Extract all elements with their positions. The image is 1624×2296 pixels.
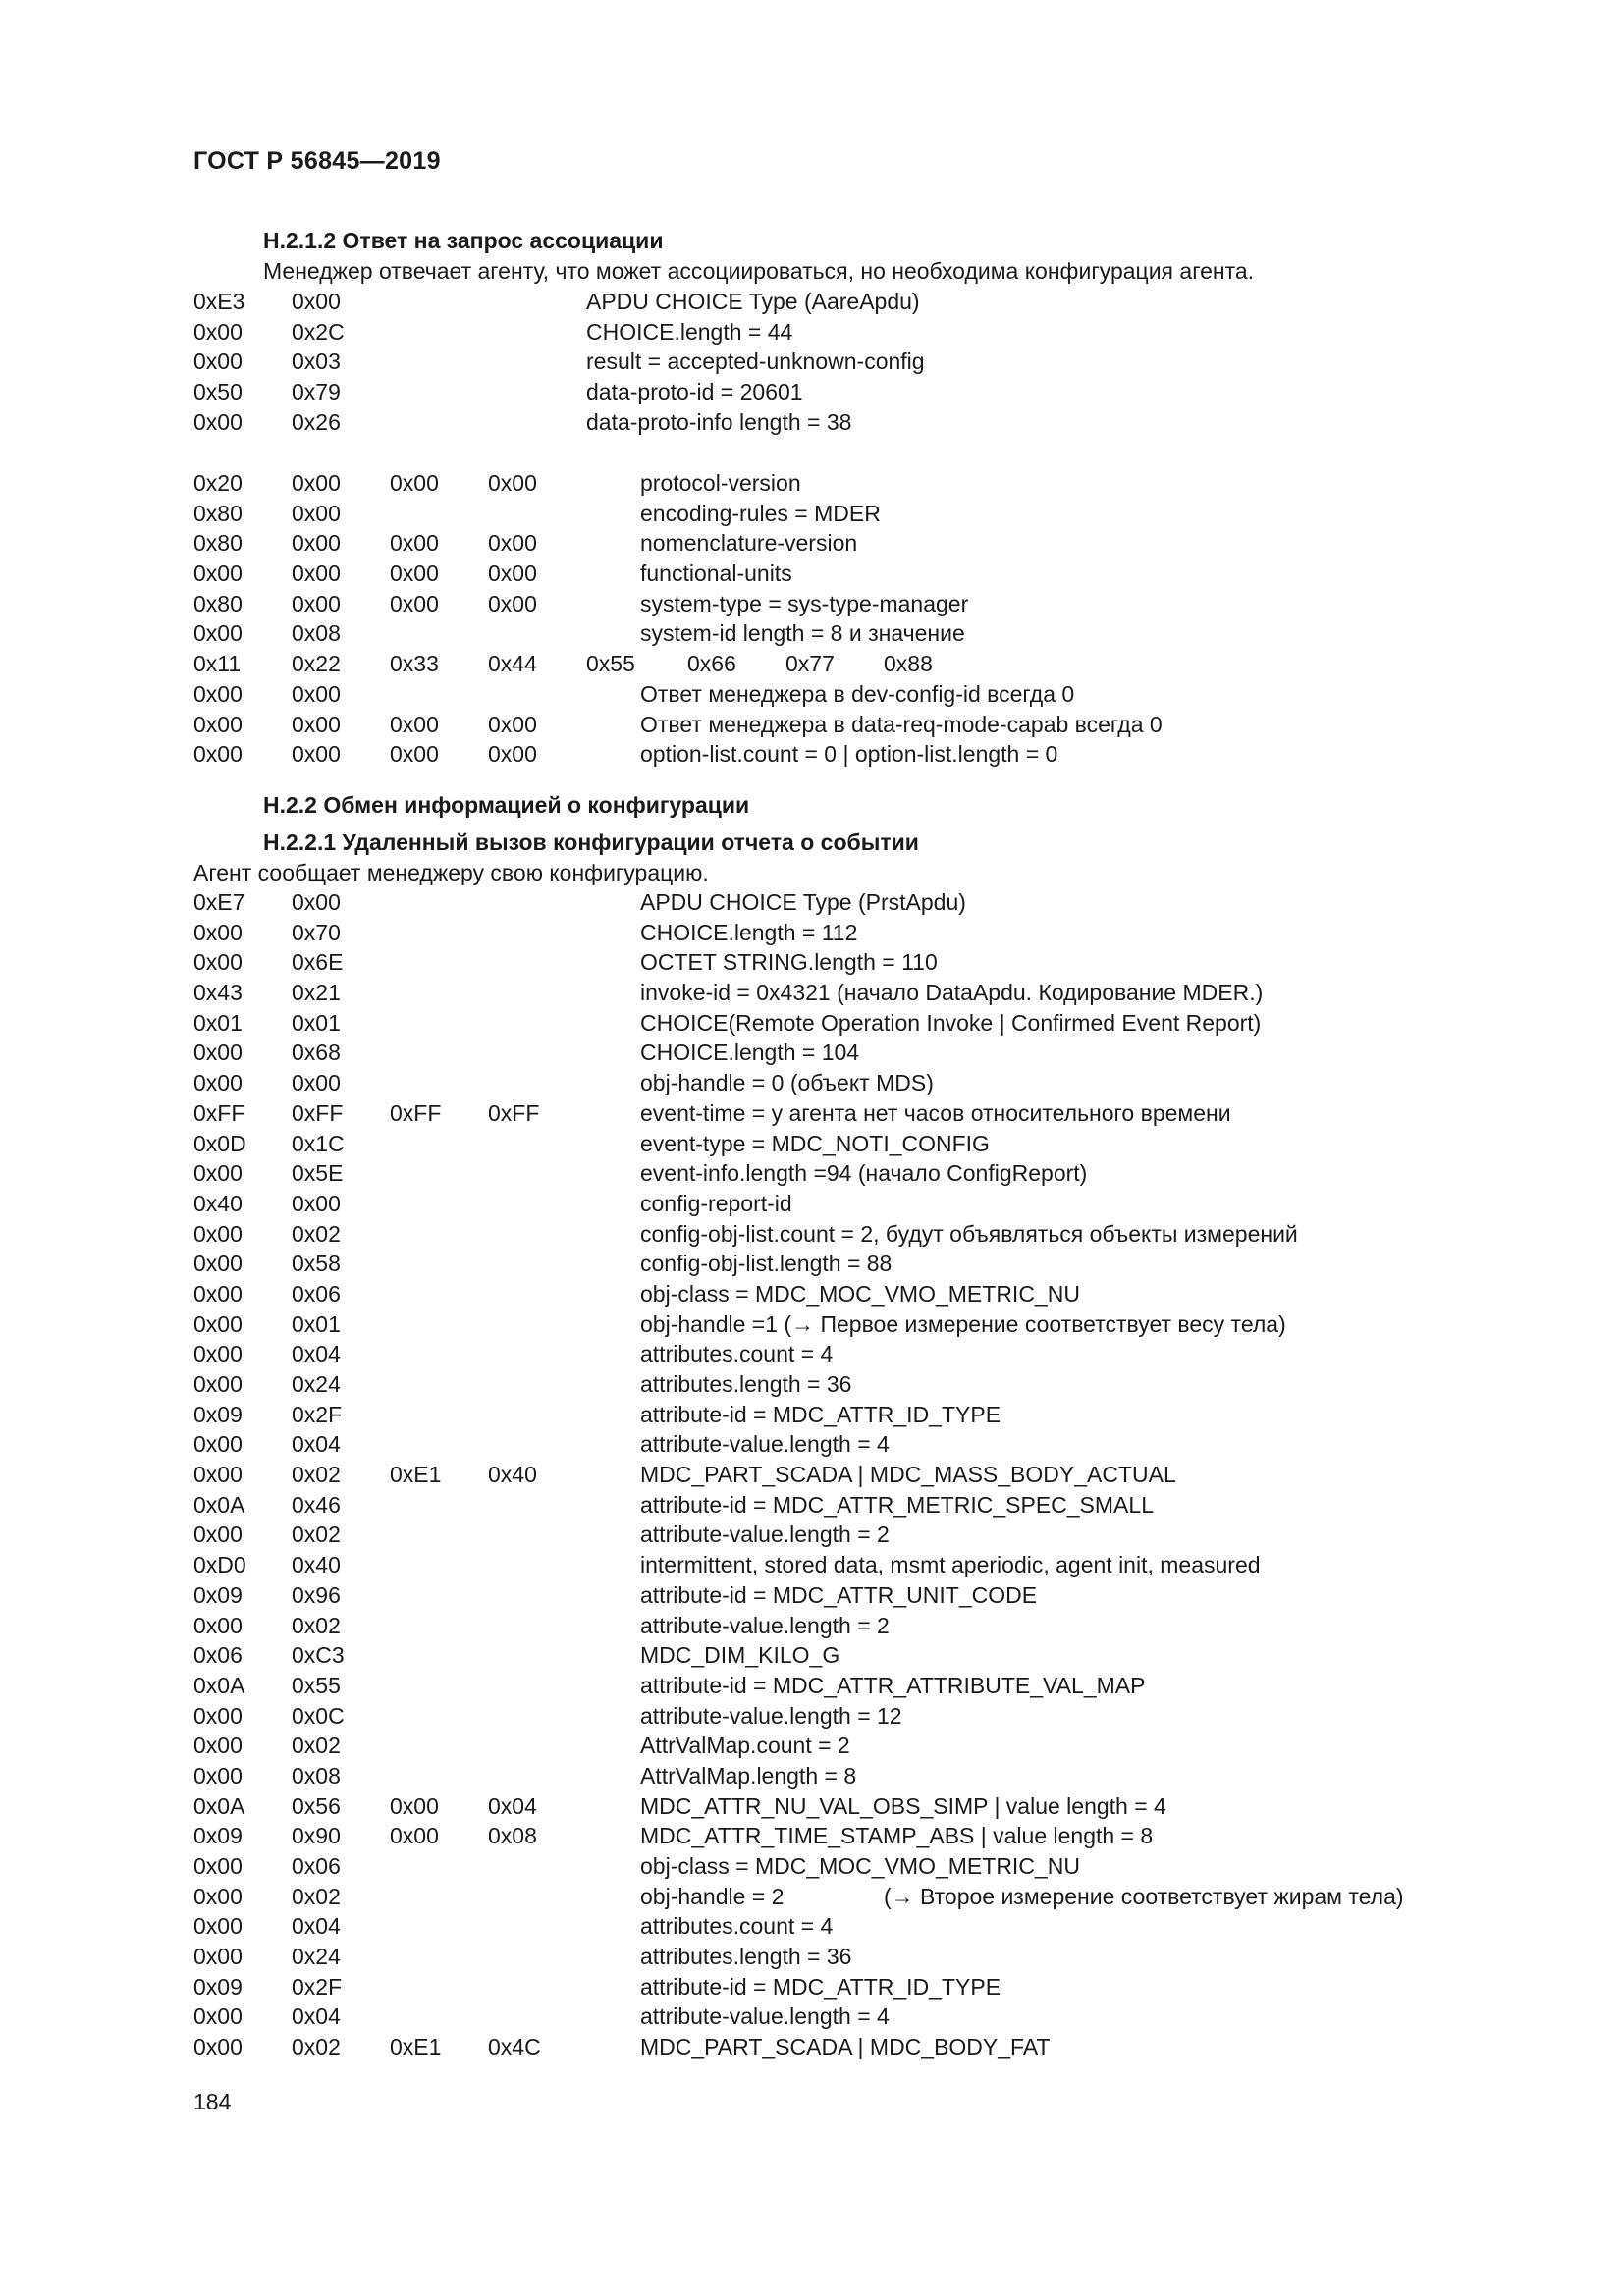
byte-cell: 0x00 [193,408,243,435]
byte-cell: 0x00 [193,1431,243,1458]
byte-cell: 0x00 [292,1190,341,1216]
byte-cell: 0x04 [292,1341,341,1367]
table-row [193,1462,1568,1492]
byte-cell: 0x5E [292,1160,344,1187]
description-cell: config-obj-list.length = 88 [640,1251,893,1277]
byte-cell: 0x04 [292,2003,341,2030]
description-cell: attribute-id = MDC_ATTR_UNIT_CODE [640,1581,1038,1608]
description-cell: functional-units [640,561,792,587]
description-cell: attribute-id = MDC_ATTR_ID_TYPE [640,1401,1001,1427]
description-cell: attribute-id = MDC_ATTR_ATTRIBUTE_VAL_MAP [640,1672,1146,1698]
section-intro-h212: Менеджер отвечает агенту, что может ассоциироваться, но необходима конфигурация агента. [263,258,1255,284]
byte-cell: 0x04 [488,1792,537,1819]
description-cell: option-list.count = 0 | option-list.length = 0 [640,741,1058,768]
table-row [193,501,1568,531]
byte-cell: 0x22 [292,651,341,676]
byte-cell: 0x06 [292,1853,341,1879]
table-row [193,1311,1568,1342]
description-cell: CHOICE(Remote Operation Invoke | Confirmed Event Report) [640,1009,1262,1036]
byte-table-config-report [193,889,1568,2064]
description-cell: attribute-value.length = 4 [640,2003,890,2030]
byte-cell: 0x00 [193,1220,243,1247]
description-cell: attribute-id = MDC_ATTR_ID_TYPE [640,1973,1001,2000]
description-cell: CHOICE.length = 112 [640,919,858,945]
page-header: ГОСТ Р 56845—2019 [193,147,441,175]
byte-cell: 0x0C [292,1702,345,1729]
byte-cell: 0x00 [488,590,537,616]
byte-cell: 0xE7 [193,889,245,915]
byte-cell: 0x02 [292,1462,341,1488]
byte-cell: 0x00 [390,711,439,737]
table-row [193,1431,1568,1462]
description-cell: attribute-value.length = 2 [640,1522,890,1548]
table-row [193,379,1568,409]
byte-cell: 0x96 [292,1581,341,1608]
byte-cell: 0x01 [292,1310,341,1337]
description-cell: MDC_ATTR_TIME_STAMP_ABS | value length = 8 [640,1823,1154,1849]
byte-cell: 0x04 [292,1913,341,1940]
byte-cell: 0x4C [488,2034,541,2060]
byte-cell: 0x55 [586,651,635,676]
section-heading-h221: H.2.2.1 Удаленный вызов конфигурации отчета о событии [263,829,919,855]
byte-cell: 0xFF [390,1099,442,1126]
byte-cell: 0x02 [292,1733,341,1759]
byte-cell: 0x00 [292,500,341,526]
table-row [193,1371,1568,1402]
description-cell: AttrValMap.length = 8 [640,1762,857,1789]
byte-cell: 0x01 [193,1009,243,1036]
description-cell: event-info.length =94 (начало ConfigReport) [640,1160,1088,1187]
description-cell: attribute-id = MDC_ATTR_METRIC_SPEC_SMALL [640,1491,1154,1518]
byte-cell: 0x02 [292,1883,341,1909]
byte-cell: 0x03 [292,348,341,375]
byte-cell: 0x00 [292,711,341,737]
byte-cell: 0x11 [193,651,242,676]
byte-cell: 0x00 [390,530,439,557]
byte-cell: 0x09 [193,1823,243,1849]
byte-cell: 0x79 [292,379,341,405]
byte-cell: 0x02 [292,1612,341,1638]
description-cell: APDU CHOICE Type (PrstApdu) [640,889,966,915]
description-cell: attributes.count = 4 [640,1341,834,1367]
byte-cell: 0x00 [390,470,439,496]
table-row [193,1010,1568,1041]
table-row [193,651,1568,681]
byte-cell: 0x00 [292,561,341,587]
byte-cell: 0xC3 [292,1642,345,1669]
byte-cell: 0x02 [292,1522,341,1548]
byte-cell: 0x00 [488,470,537,496]
table-row [193,1642,1568,1673]
byte-table-system-id [193,651,1568,681]
byte-cell: 0x2F [292,1973,343,2000]
byte-cell: 0x56 [292,1792,341,1819]
byte-cell: 0x20 [193,470,243,496]
byte-cell: 0x00 [488,741,537,768]
description-cell: CHOICE.length = 44 [586,318,793,345]
byte-cell: 0x01 [292,1009,341,1036]
byte-cell: 0x68 [292,1040,341,1066]
byte-cell: 0x00 [292,889,341,915]
byte-cell: 0x44 [488,651,537,676]
description-cell: system-type = sys-type-manager [640,590,969,616]
byte-cell: 0x1C [292,1130,345,1156]
section-heading-h212: H.2.1.2 Ответ на запрос ассоциации [263,228,664,253]
byte-cell: 0x00 [193,1462,243,1488]
table-row [193,1763,1568,1793]
byte-cell: 0x66 [687,651,736,676]
description-cell: attributes.count = 4 [640,1913,834,1940]
table-row [193,2034,1568,2064]
section-heading-h22: H.2.2 Обмен информацией о конфигурации [263,792,750,818]
byte-cell: 0x00 [193,1883,243,1909]
byte-cell: 0x00 [193,620,243,647]
byte-cell: 0x00 [193,1310,243,1337]
byte-cell: 0x00 [292,741,341,768]
byte-cell: 0x00 [292,1070,341,1096]
table-row [193,1402,1568,1432]
byte-cell: 0x00 [193,2003,243,2030]
byte-cell: 0x00 [488,711,537,737]
description-cell: attribute-value.length = 4 [640,1431,890,1458]
byte-cell: 0x70 [292,919,341,945]
table-row [193,348,1568,379]
byte-cell: 0xFF [488,1099,540,1126]
table-row [193,1552,1568,1582]
byte-cell: 0x08 [292,1762,341,1789]
byte-cell: 0x2F [292,1401,343,1427]
byte-cell: 0x00 [292,681,341,707]
table-row [193,1492,1568,1522]
description-note: (→ Второе измерение соответствует жирам тела) [884,1883,1404,1909]
byte-cell: 0x00 [292,590,341,616]
byte-cell: 0x00 [292,530,341,557]
byte-cell: 0x00 [193,1280,243,1307]
description-cell: attribute-value.length = 2 [640,1612,890,1638]
table-row [193,1823,1568,1853]
byte-cell: 0x09 [193,1973,243,2000]
table-row [193,620,1568,651]
table-row [193,1070,1568,1100]
description-cell: config-obj-list.count = 2, будут объявляться объекты измерений [640,1220,1298,1247]
byte-cell: 0x55 [292,1672,341,1698]
description-cell: obj-class = MDC_MOC_VMO_METRIC_NU [640,1280,1080,1307]
table-row [193,712,1568,742]
description-cell: obj-handle = 2 [640,1883,785,1909]
byte-cell: 0x58 [292,1251,341,1277]
byte-cell: 0xE1 [390,1462,442,1488]
byte-cell: 0x00 [193,711,243,737]
description-cell: event-type = MDC_NOTI_CONFIG [640,1130,990,1156]
byte-cell: 0x00 [390,590,439,616]
byte-cell: 0x00 [390,1792,439,1819]
byte-cell: 0x50 [193,379,243,405]
byte-cell: 0x24 [292,1944,341,1970]
byte-cell: 0x00 [390,1823,439,1849]
table-row [193,470,1568,501]
byte-cell: 0xD0 [193,1552,246,1578]
page-number: 184 [193,2089,232,2114]
byte-cell: 0x08 [488,1823,537,1849]
byte-table-manager-response [193,681,1568,772]
table-row [193,949,1568,980]
table-row [193,980,1568,1010]
table-row [193,1582,1568,1613]
description-cell: attribute-value.length = 12 [640,1702,902,1729]
byte-cell: 0x00 [193,1522,243,1548]
table-row [193,1341,1568,1371]
byte-cell: 0x02 [292,2034,341,2060]
byte-cell: 0x09 [193,1581,243,1608]
table-row [193,530,1568,561]
byte-cell: 0x26 [292,408,341,435]
table-row [193,1221,1568,1252]
description-cell: protocol-version [640,470,801,496]
byte-cell: 0x80 [193,530,243,557]
table-row [193,1100,1568,1131]
byte-cell: 0x00 [193,1733,243,1759]
byte-cell: 0x06 [193,1642,243,1669]
description-cell: OCTET STRING.length = 110 [640,949,938,976]
table-row [193,1160,1568,1191]
byte-cell: 0x6E [292,949,344,976]
byte-cell: 0x40 [193,1190,243,1216]
byte-cell: 0x00 [193,1702,243,1729]
table-row [193,2003,1568,2034]
byte-cell: 0x00 [390,741,439,768]
table-row [193,1913,1568,1944]
byte-cell: 0x0A [193,1491,245,1518]
byte-cell: 0x00 [193,1913,243,1940]
table-row [193,1673,1568,1703]
description-cell: result = accepted-unknown-config [586,348,925,375]
byte-cell: 0x09 [193,1401,243,1427]
byte-cell: 0xFF [193,1099,245,1126]
byte-cell: 0x00 [390,561,439,587]
table-row [193,319,1568,349]
description-cell: MDC_PART_SCADA | MDC_BODY_FAT [640,2034,1051,2060]
description-cell: attributes.length = 36 [640,1371,852,1397]
description-cell: Ответ менеджера в data-req-mode-capab всегда 0 [640,711,1163,737]
byte-cell: 0x00 [488,530,537,557]
table-row [193,591,1568,621]
description-cell: attributes.length = 36 [640,1944,852,1970]
byte-cell: 0x00 [193,1341,243,1367]
description-cell: AttrValMap.count = 2 [640,1733,850,1759]
byte-cell: 0x00 [193,741,243,768]
byte-cell: 0x00 [193,1762,243,1789]
byte-cell: 0xE1 [390,2034,442,2060]
table-row [193,1884,1568,1914]
table-row [193,289,1568,319]
description-cell: system-id length = 8 и значение [640,620,965,647]
section-intro-h221: Агент сообщает менеджеру свою конфигурацию. [193,860,709,885]
byte-cell: 0x46 [292,1491,341,1518]
table-row [193,1853,1568,1884]
byte-cell: 0x04 [292,1431,341,1458]
byte-cell: 0x00 [193,1371,243,1397]
byte-cell: 0x00 [193,561,243,587]
byte-cell: 0x00 [193,919,243,945]
table-row [193,1733,1568,1763]
byte-cell: 0xFF [292,1099,344,1126]
byte-cell: 0x90 [292,1823,341,1849]
table-row [193,1522,1568,1552]
byte-cell: 0x21 [292,980,341,1006]
byte-cell: 0x2C [292,318,345,345]
byte-cell: 0x00 [193,2034,243,2060]
description-cell: Ответ менеджера в dev-config-id всегда 0 [640,681,1075,707]
table-row [193,1793,1568,1824]
description-cell: config-report-id [640,1190,792,1216]
byte-cell: 0x00 [193,1251,243,1277]
byte-cell: 0x33 [390,651,439,676]
table-row [193,1281,1568,1311]
byte-cell: 0x0D [193,1130,246,1156]
byte-cell: 0x00 [292,289,341,314]
byte-cell: 0x00 [193,318,243,345]
description-cell: data-proto-info length = 38 [586,408,852,435]
table-row [193,1703,1568,1734]
byte-cell: 0x80 [193,590,243,616]
description-cell: encoding-rules = MDER [640,500,881,526]
description-cell: MDC_DIM_KILO_G [640,1642,840,1669]
description-cell: invoke-id = 0x4321 (начало DataApdu. Кодирование MDER.) [640,980,1264,1006]
byte-cell: 0x77 [785,651,835,676]
byte-cell: 0x40 [488,1462,537,1488]
byte-cell: 0x06 [292,1280,341,1307]
byte-cell: 0x02 [292,1220,341,1247]
byte-cell: 0x00 [193,1160,243,1187]
byte-cell: 0x00 [292,470,341,496]
byte-cell: 0x00 [193,949,243,976]
byte-cell: 0x00 [193,348,243,375]
description-cell: CHOICE.length = 104 [640,1040,860,1066]
byte-cell: 0x0A [193,1792,245,1819]
byte-cell: 0x00 [193,1944,243,1970]
byte-cell: 0x43 [193,980,243,1006]
description-cell: MDC_PART_SCADA | MDC_MASS_BODY_ACTUAL [640,1462,1176,1488]
byte-cell: 0x0A [193,1672,245,1698]
table-row [193,1131,1568,1161]
byte-cell: 0x00 [193,1040,243,1066]
byte-cell: 0x40 [292,1552,341,1578]
table-row [193,920,1568,950]
byte-cell: 0xE3 [193,289,245,314]
byte-cell: 0x00 [488,561,537,587]
byte-cell: 0x24 [292,1371,341,1397]
byte-cell: 0x80 [193,500,243,526]
byte-cell: 0x00 [193,681,243,707]
table-row [193,409,1568,440]
description-cell: event-time = у агента нет часов относительного времени [640,1099,1231,1126]
description-cell: obj-class = MDC_MOC_VMO_METRIC_NU [640,1853,1080,1879]
table-row [193,561,1568,591]
table-row [193,1191,1568,1221]
byte-table-association-header [193,289,1568,439]
description-cell: obj-handle =1 (→ Первое измерение соответствует весу тела) [640,1310,1286,1337]
table-row [193,1251,1568,1281]
table-row [193,1613,1568,1643]
table-row [193,1944,1568,1974]
description-cell: MDC_ATTR_NU_VAL_OBS_SIMP | value length = 4 [640,1792,1166,1819]
description-cell: data-proto-id = 20601 [586,379,803,405]
description-cell: obj-handle = 0 (объект MDS) [640,1070,934,1096]
table-row [193,741,1568,772]
description-cell: intermittent, stored data, msmt aperiodic, agent init, measured [640,1552,1261,1578]
description-cell: nomenclature-version [640,530,858,557]
byte-cell: 0x00 [193,1070,243,1096]
description-cell: APDU CHOICE Type (AareApdu) [586,289,920,314]
byte-cell: 0x00 [193,1853,243,1879]
table-row [193,681,1568,712]
table-row [193,1974,1568,2004]
table-row [193,889,1568,920]
byte-cell: 0x00 [193,1612,243,1638]
byte-cell: 0x08 [292,620,341,647]
table-row [193,1040,1568,1070]
byte-table-proto-info [193,470,1568,651]
byte-cell: 0x88 [884,651,933,676]
